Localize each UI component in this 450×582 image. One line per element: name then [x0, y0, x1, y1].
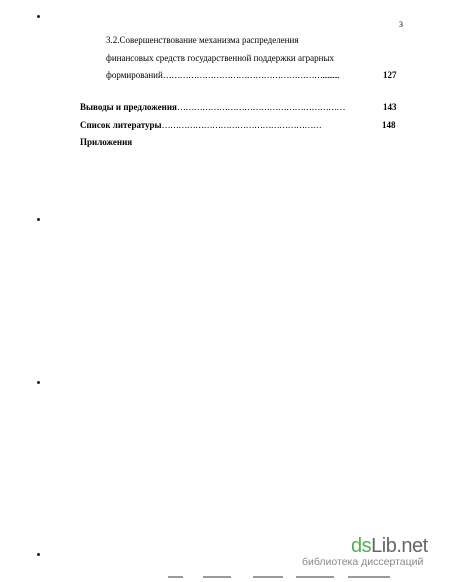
- bottom-edge-line: [253, 576, 283, 578]
- dslib-logo-lib: Lib.net: [371, 535, 428, 557]
- toc-page-number-3-2: 127: [383, 70, 397, 80]
- dslib-logo-ds: ds: [351, 535, 372, 557]
- bottom-edge-line: [203, 576, 231, 578]
- toc-page-number-references: 148: [382, 120, 396, 130]
- toc-entry-3-2-line-2: финансовых средств государственной поддержки аграрных: [106, 53, 334, 63]
- dslib-logo-subtitle: библиотека диссертаций: [302, 556, 424, 568]
- toc-entry-3-2-line-1: 3.2.Совершенствование механизма распределения: [106, 35, 299, 45]
- toc-leader-dots: …………………………………………………: [161, 120, 322, 130]
- scan-speck-mark: [37, 553, 40, 556]
- toc-entry-3-2-title: формирований: [106, 70, 163, 80]
- toc-page-number-conclusions: 143: [383, 102, 397, 112]
- toc-entry-references: [80, 121, 321, 130]
- bottom-edge-line: [348, 576, 390, 578]
- bottom-edge-line: [168, 576, 183, 578]
- toc-entry-conclusions: [80, 103, 345, 112]
- toc-entry-3-2-line-3: [106, 71, 339, 80]
- toc-entry-conclusions-title: Выводы и предложения: [80, 102, 177, 112]
- toc-entry-references-title: Список литературы: [80, 120, 162, 130]
- scan-speck-mark: [37, 381, 40, 384]
- page-number: 3: [399, 20, 403, 29]
- dslib-logo-mark: [351, 535, 428, 558]
- scan-speck-mark: [37, 15, 40, 18]
- toc-leader-dots: ……………………………………………………: [176, 102, 345, 112]
- scan-speck-mark: [37, 218, 40, 221]
- bottom-edge-line: [296, 576, 334, 578]
- toc-entry-appendices: Приложения: [80, 137, 133, 147]
- toc-leader-dots: …………………………………………………..........: [162, 70, 339, 80]
